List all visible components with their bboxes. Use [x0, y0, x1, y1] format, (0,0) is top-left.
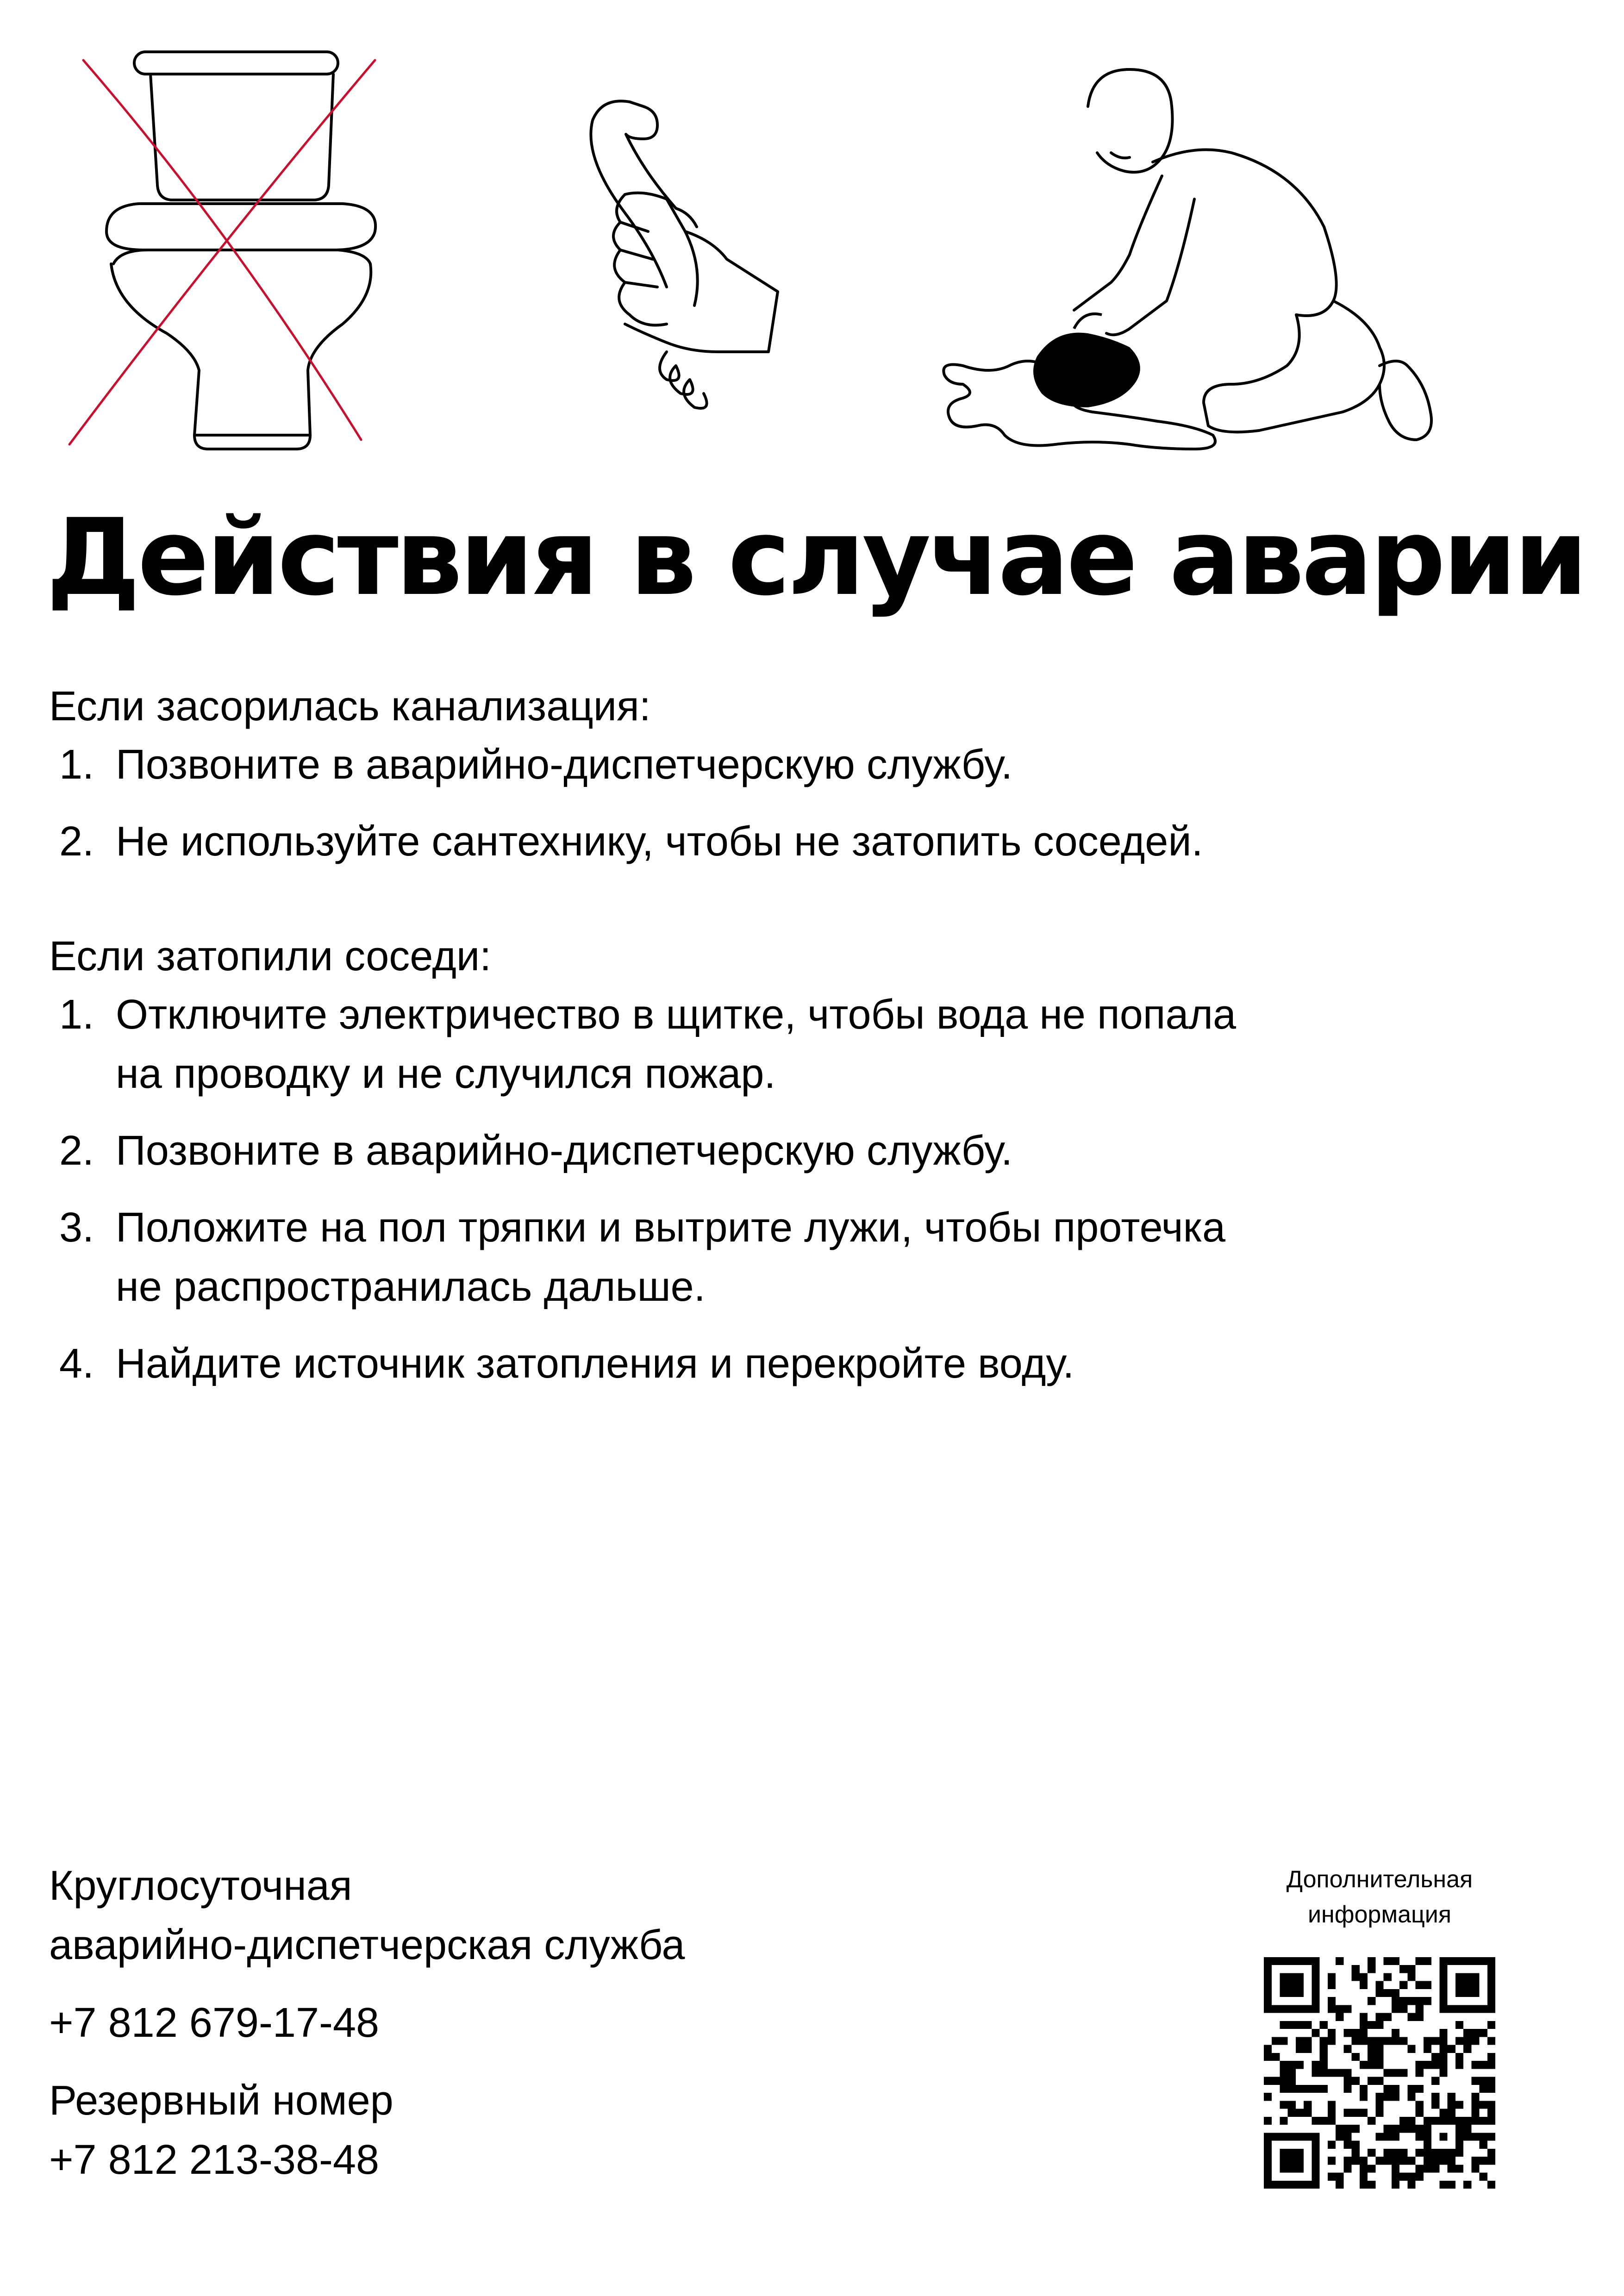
section-flooded-neighbors	[49, 930, 1484, 1393]
service-name-line: аварийно-диспетчерская служба	[49, 1922, 685, 1968]
phone-in-hand-icon	[574, 93, 833, 426]
step-text-line: на проводку и не случился пожар.	[116, 1051, 776, 1097]
reserve-label: Резервный номер	[49, 2078, 394, 2124]
step-text: Позвоните в аварийно-диспетчерскую службу.	[116, 742, 1013, 788]
step-item	[49, 1198, 1484, 1316]
step-item	[49, 735, 1484, 794]
steps-list	[49, 735, 1484, 871]
step-number: 3.	[59, 1204, 94, 1251]
step-number: 2.	[59, 1128, 94, 1174]
page-title: Действия в случае аварии	[46, 496, 1586, 619]
reserve-phone: +7 812 213-38-48	[49, 2137, 380, 2183]
step-text-line: Отключите электричество в щитке, чтобы вода не попала	[116, 992, 1237, 1038]
steps-list	[49, 985, 1484, 1393]
step-text-line: не распространилась дальше.	[116, 1264, 706, 1310]
step-number: 1.	[59, 992, 94, 1038]
toilet-crossed-out-icon	[56, 46, 389, 472]
step-text: Не используйте сантехнику, чтобы не затопить соседей.	[116, 818, 1203, 865]
step-number: 2.	[59, 818, 94, 865]
qr-code[interactable]	[1264, 1957, 1495, 2189]
step-text-line: Положите на пол тряпки и вытрите лужи, чтобы протечка	[116, 1204, 1225, 1251]
step-text: Позвоните в аварийно-диспетчерскую службу.	[116, 1128, 1013, 1174]
step-item	[49, 985, 1484, 1104]
main-phone: +7 812 679-17-48	[49, 2000, 380, 2046]
section-heading: Если засорилась канализация:	[49, 683, 651, 730]
step-item	[49, 1121, 1484, 1180]
step-number: 4.	[59, 1341, 94, 1387]
step-number: 1.	[59, 742, 94, 788]
service-name-line: Круглосуточная	[49, 1863, 352, 1909]
qr-block	[1250, 1862, 1509, 2189]
qr-caption-line: Дополнительная	[1286, 1866, 1473, 1893]
contacts-block	[49, 1856, 975, 2190]
step-text: Найдите источник затопления и перекройте воду.	[116, 1341, 1074, 1387]
person-wiping-puddle-icon	[935, 42, 1463, 486]
qr-caption-line: информация	[1307, 1901, 1452, 1928]
step-item	[49, 812, 1484, 871]
step-item	[49, 1334, 1484, 1393]
section-heading: Если затопили соседи:	[49, 933, 492, 980]
section-sewer-clog	[49, 680, 1484, 871]
